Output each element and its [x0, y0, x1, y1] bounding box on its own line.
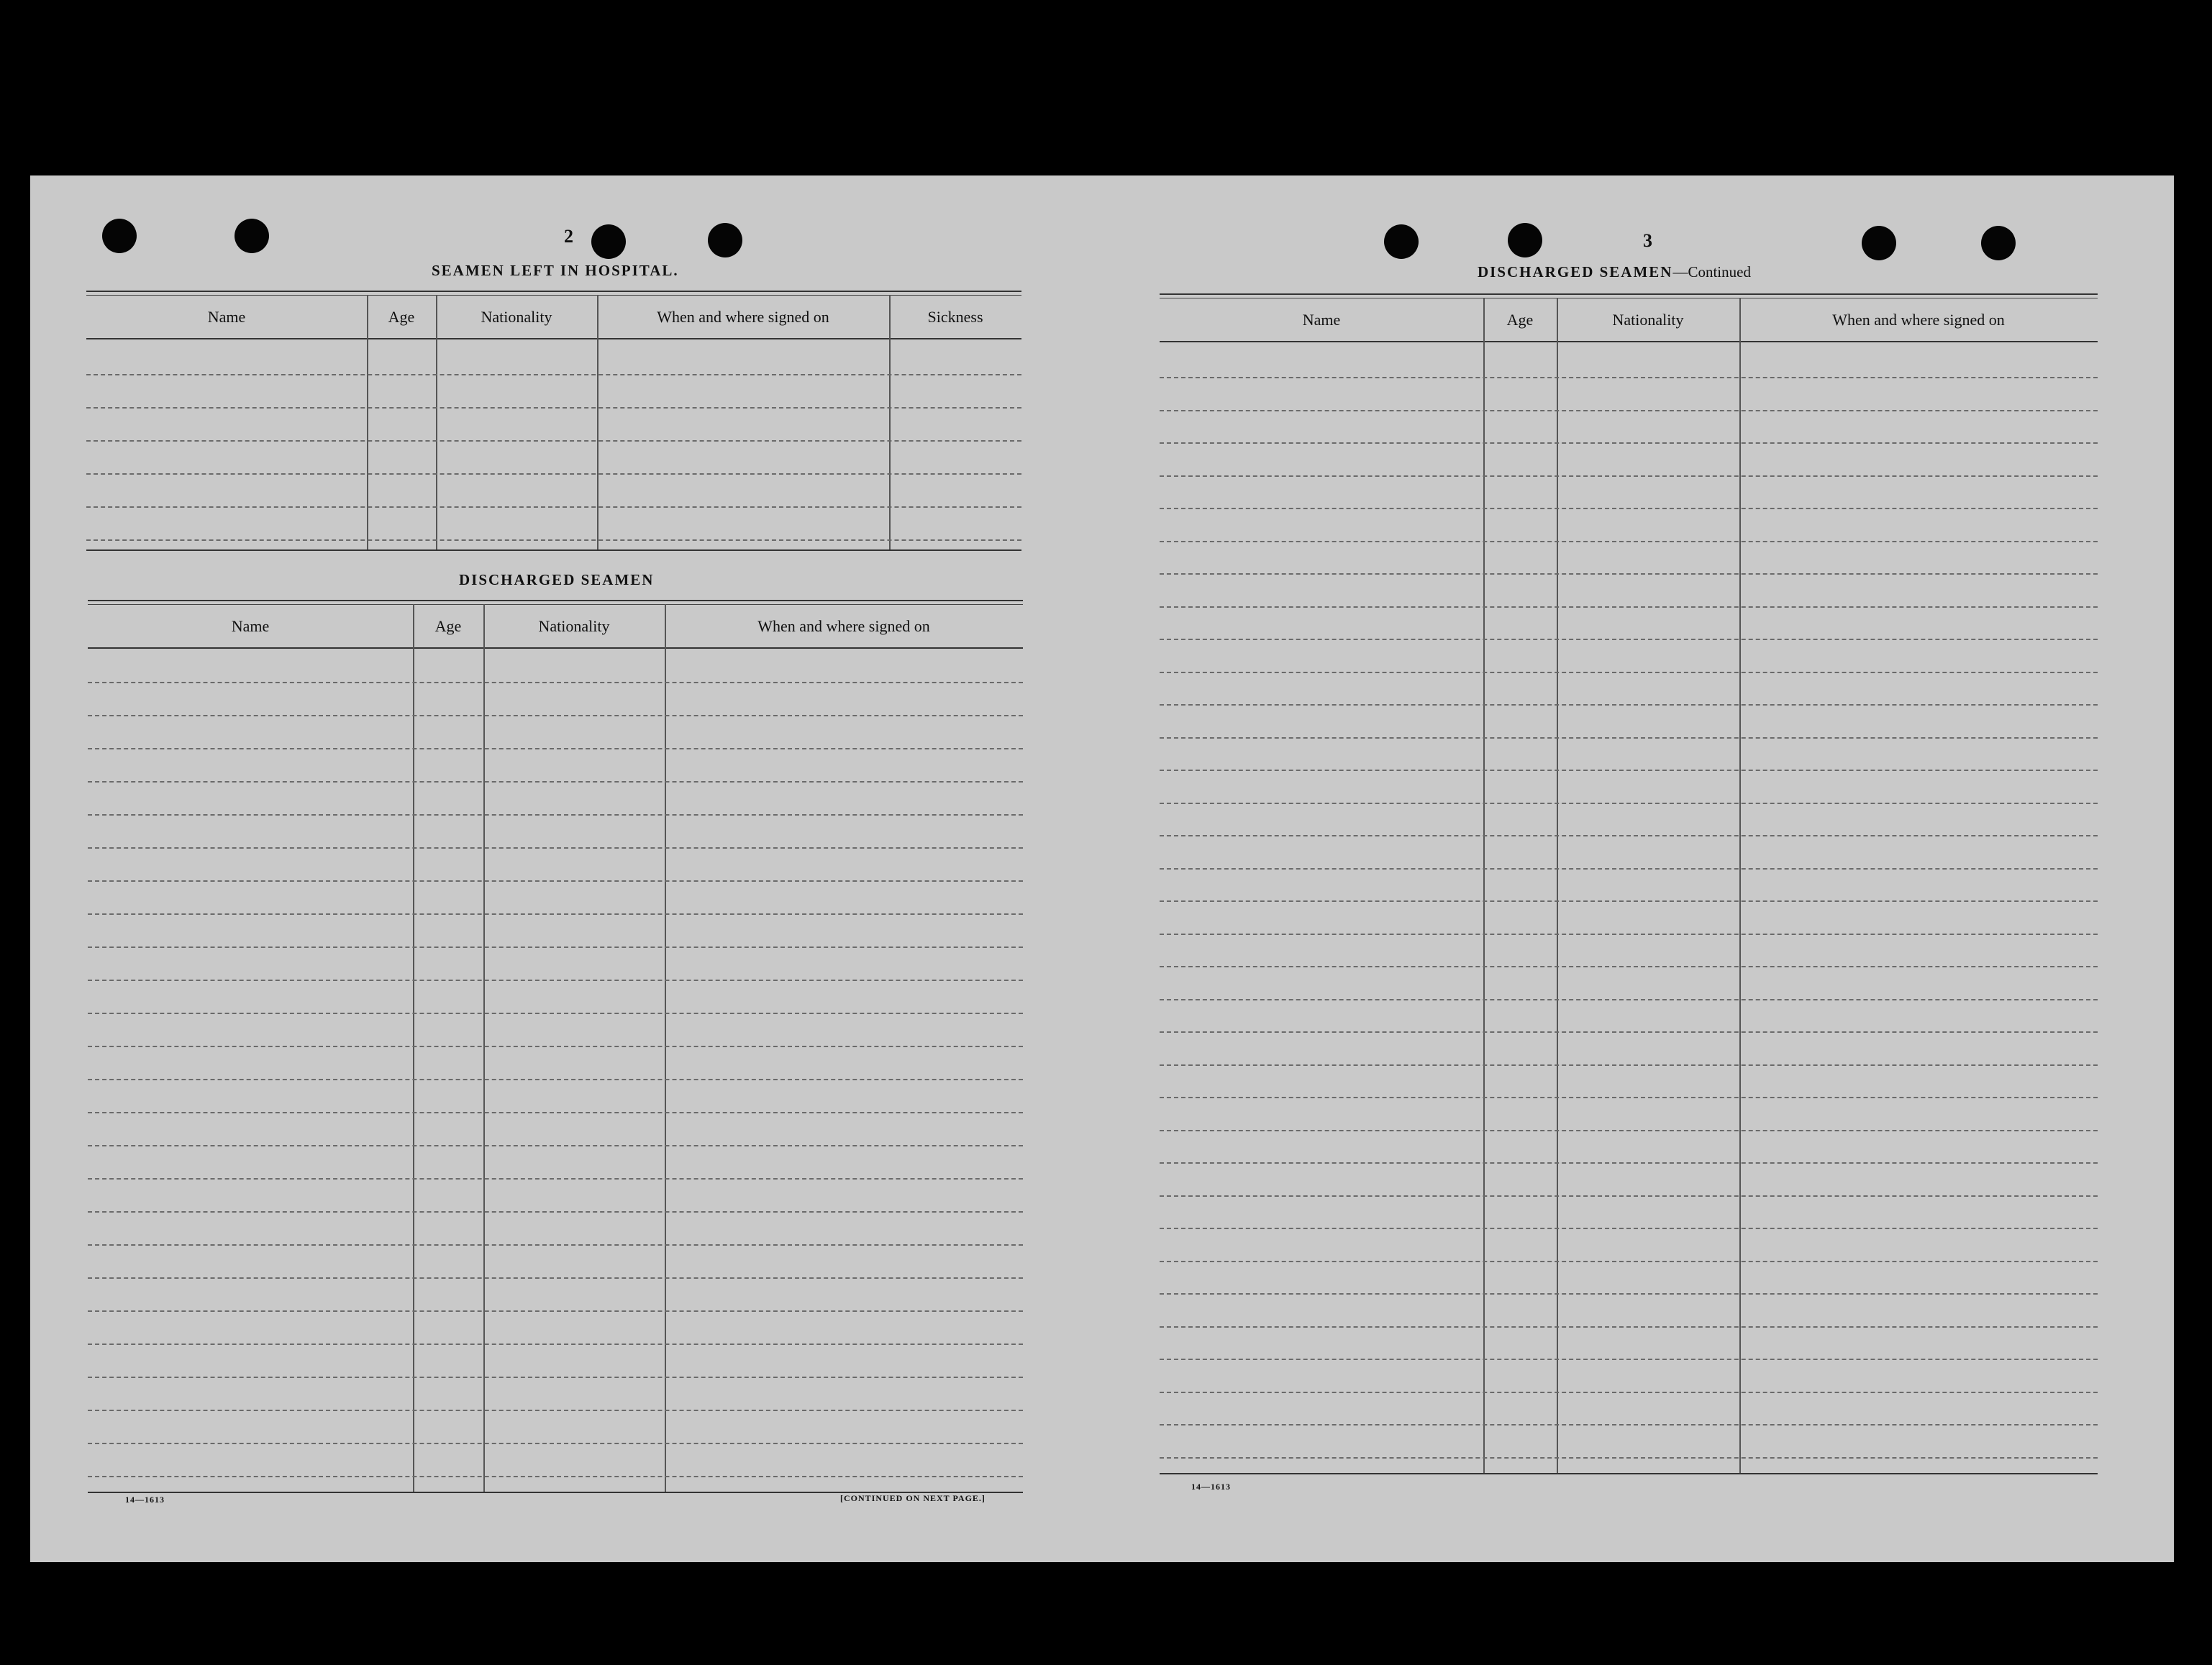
table-row [86, 506, 1021, 508]
col-header-signed-on: When and where signed on [657, 308, 829, 326]
table-row [88, 715, 1023, 716]
table-row [88, 1178, 1023, 1180]
table-row [1160, 1130, 2098, 1131]
table-row [1160, 541, 2098, 542]
punch-hole [102, 219, 137, 253]
table-row [1160, 1326, 2098, 1328]
table-row [1160, 835, 2098, 836]
table-row [1160, 803, 2098, 804]
col-header-signed-on: When and where signed on [757, 617, 930, 635]
punch-hole [1384, 224, 1419, 259]
table-row [1160, 606, 2098, 608]
table-row [1160, 900, 2098, 902]
continued-suffix: —Continued [1672, 263, 1751, 280]
col-header-signed-on: When and where signed on [1832, 311, 2005, 329]
col-header-sickness: Sickness [927, 308, 983, 326]
table-row [88, 781, 1023, 783]
table-row [1160, 1031, 2098, 1033]
table-row [1160, 639, 2098, 640]
table-row [1160, 1064, 2098, 1066]
col-header-nationality: Nationality [1612, 311, 1684, 329]
table-row [88, 1377, 1023, 1378]
table-row [88, 1476, 1023, 1477]
table-row [1160, 508, 2098, 509]
punch-hole [1508, 223, 1542, 257]
table-row [1160, 1261, 2098, 1262]
col-header-nationality: Nationality [481, 308, 552, 326]
table-row [1160, 377, 2098, 378]
table-row [1160, 1392, 2098, 1393]
table-row [1160, 770, 2098, 771]
discharged-table-right [1160, 293, 2098, 1473]
table-row [1160, 1359, 2098, 1360]
table-row [88, 1244, 1023, 1246]
table-row [1160, 1195, 2098, 1197]
table-row [88, 880, 1023, 882]
table-row [1160, 672, 2098, 673]
table-row [88, 1079, 1023, 1080]
discharged-continued-title [1478, 263, 1751, 281]
table-row [1160, 966, 2098, 967]
table-row [1160, 1457, 2098, 1459]
table-row [86, 539, 1021, 541]
table-row [88, 913, 1023, 915]
punch-hole [1862, 226, 1896, 260]
table-row [88, 1211, 1023, 1213]
table-row [88, 1013, 1023, 1014]
table-row [1160, 737, 2098, 739]
table-row [88, 1310, 1023, 1312]
table-row [88, 980, 1023, 981]
table-row [1160, 410, 2098, 411]
table-row [88, 847, 1023, 849]
col-header-name: Name [231, 617, 270, 635]
table-row [88, 1344, 1023, 1345]
discharged-table-left [88, 600, 1023, 1492]
hospital-table [86, 291, 1021, 549]
table-row [88, 1410, 1023, 1411]
table-row [1160, 1162, 2098, 1164]
punch-hole [708, 223, 742, 257]
document-scan [30, 175, 2174, 1562]
discharged-section-title: DISCHARGED SEAMEN [459, 571, 655, 588]
table-row [88, 1443, 1023, 1444]
table-row [88, 748, 1023, 749]
table-row [86, 473, 1021, 475]
hospital-section-title: SEAMEN LEFT IN HOSPITAL. [432, 262, 679, 279]
table-row [88, 946, 1023, 948]
table-row [1160, 999, 2098, 1000]
col-header-nationality: Nationality [538, 617, 610, 635]
continued-note: [CONTINUED ON NEXT PAGE.] [840, 1493, 986, 1503]
form-number: 14—1613 [1191, 1482, 1231, 1492]
punch-hole [591, 224, 626, 259]
table-row [88, 1046, 1023, 1047]
table-row [88, 1277, 1023, 1279]
table-row [1160, 934, 2098, 935]
table-row [1160, 704, 2098, 706]
discharged-title-text: DISCHARGED SEAMEN [1478, 263, 1673, 280]
table-row [1160, 1424, 2098, 1425]
table-row [88, 814, 1023, 816]
col-header-age: Age [434, 617, 462, 635]
col-header-name: Name [207, 308, 246, 326]
table-row [88, 682, 1023, 683]
table-row [1160, 573, 2098, 575]
col-header-age: Age [1506, 311, 1534, 329]
right-page-number: 3 [1643, 230, 1652, 251]
table-row [1160, 1293, 2098, 1295]
table-row [86, 440, 1021, 442]
table-row [1160, 1228, 2098, 1229]
table-row [86, 407, 1021, 409]
table-row [1160, 1097, 2098, 1098]
table-row [1160, 442, 2098, 444]
table-row [88, 1145, 1023, 1146]
punch-hole [1981, 226, 2016, 260]
table-row [1160, 475, 2098, 477]
col-header-name: Name [1302, 311, 1341, 329]
left-page-number: 2 [564, 226, 573, 247]
table-row [1160, 868, 2098, 870]
table-row [88, 1112, 1023, 1113]
col-header-age: Age [388, 308, 415, 326]
punch-hole [235, 219, 269, 253]
form-number: 14—1613 [125, 1495, 165, 1505]
table-row [86, 374, 1021, 375]
